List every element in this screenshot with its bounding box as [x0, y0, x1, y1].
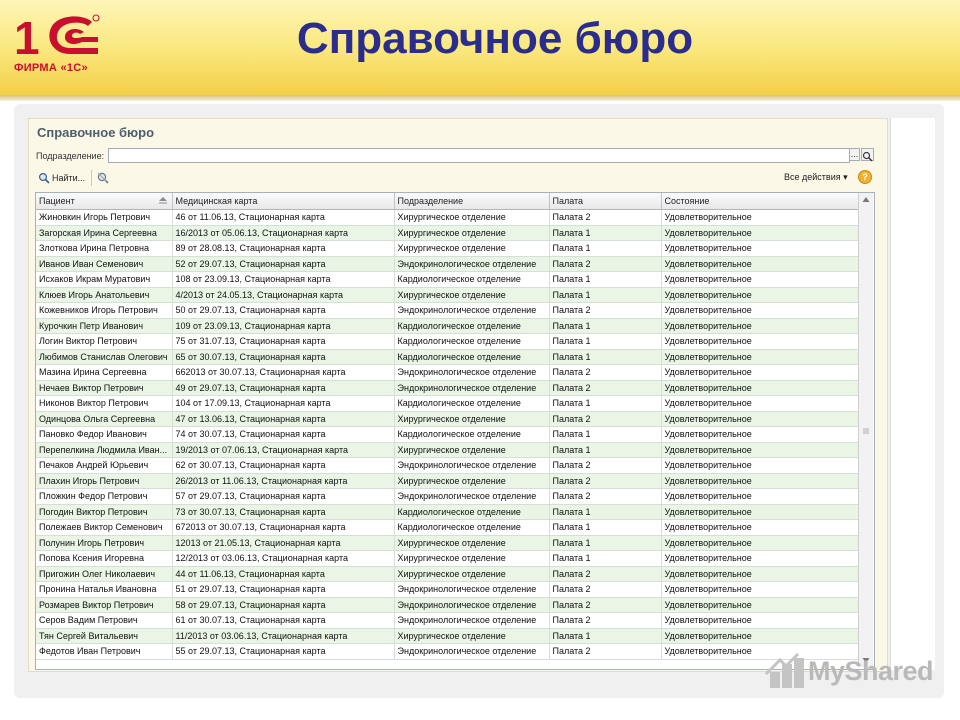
- cell-state: Удовлетворительное: [661, 241, 861, 257]
- cell-department: Хирургическое отделение: [394, 566, 549, 582]
- cell-department: Хирургическое отделение: [394, 411, 549, 427]
- cancel-search-icon: [96, 171, 110, 185]
- cell-state: Удовлетворительное: [661, 380, 861, 396]
- cell-medical-card: 12/2013 от 03.06.13, Стационарная карта: [172, 551, 394, 567]
- cell-department: Хирургическое отделение: [394, 210, 549, 226]
- cell-patient: Кожевников Игорь Петрович: [36, 303, 172, 319]
- cell-state: Удовлетворительное: [661, 427, 861, 443]
- cell-department: Хирургическое отделение: [394, 442, 549, 458]
- cell-ward: Палата 1: [549, 396, 661, 412]
- cell-medical-card: 108 от 23.09.13, Стационарная карта: [172, 272, 394, 288]
- table-row[interactable]: [36, 597, 861, 613]
- cell-medical-card: 58 от 29.07.13, Стационарная карта: [172, 597, 394, 613]
- table-row[interactable]: [36, 349, 861, 365]
- search-icon: [38, 172, 50, 184]
- sort-ascending-icon: [158, 197, 168, 205]
- cell-patient: Иванов Иван Семенович: [36, 256, 172, 272]
- table-row[interactable]: [36, 334, 861, 350]
- cell-state: Удовлетворительное: [661, 551, 861, 567]
- cell-ward: Палата 2: [549, 566, 661, 582]
- cell-patient: Исхаков Икрам Муратович: [36, 272, 172, 288]
- cell-patient: Печаков Андрей Юрьевич: [36, 458, 172, 474]
- cell-patient: Мазина Ирина Сергеевна: [36, 365, 172, 381]
- cell-department: Хирургическое отделение: [394, 628, 549, 644]
- cell-ward: Палата 1: [549, 225, 661, 241]
- cell-patient: Полежаев Виктор Семенович: [36, 520, 172, 536]
- table-row[interactable]: [36, 380, 861, 396]
- cell-medical-card: 662013 от 30.07.13, Стационарная карта: [172, 365, 394, 381]
- cell-ward: Палата 1: [549, 520, 661, 536]
- cell-state: Удовлетворительное: [661, 520, 861, 536]
- cell-state: Удовлетворительное: [661, 272, 861, 288]
- cancel-search-button[interactable]: [96, 171, 110, 185]
- table-row[interactable]: [36, 551, 861, 567]
- table-row[interactable]: [36, 535, 861, 551]
- column-header-medical-card[interactable]: Медицинская карта: [172, 193, 394, 210]
- cell-ward: Палата 1: [549, 504, 661, 520]
- cell-patient: Серов Вадим Петрович: [36, 613, 172, 629]
- cell-ward: Палата 1: [549, 427, 661, 443]
- cell-state: Удовлетворительное: [661, 473, 861, 489]
- cell-medical-card: 51 от 29.07.13, Стационарная карта: [172, 582, 394, 598]
- cell-department: Эндокринологическое отделение: [394, 613, 549, 629]
- toolbar-separator: [91, 170, 92, 186]
- svg-text:1: 1: [14, 12, 40, 60]
- cell-medical-card: 104 от 17.09.13, Стационарная карта: [172, 396, 394, 412]
- cell-ward: Палата 1: [549, 287, 661, 303]
- cell-patient: Пложкин Федор Петрович: [36, 489, 172, 505]
- table-vertical-scrollbar[interactable]: [858, 193, 873, 667]
- cell-medical-card: 49 от 29.07.13, Стационарная карта: [172, 380, 394, 396]
- cell-department: Хирургическое отделение: [394, 551, 549, 567]
- cell-patient: Погодин Виктор Петрович: [36, 504, 172, 520]
- table-row[interactable]: [36, 489, 861, 505]
- cell-medical-card: 50 от 29.07.13, Стационарная карта: [172, 303, 394, 319]
- cell-state: Удовлетворительное: [661, 349, 861, 365]
- cell-state: Удовлетворительное: [661, 396, 861, 412]
- department-input[interactable]: [108, 148, 850, 163]
- cell-medical-card: 19/2013 от 07.06.13, Стационарная карта: [172, 442, 394, 458]
- cell-ward: Палата 1: [549, 272, 661, 288]
- table-row[interactable]: [36, 396, 861, 412]
- cell-department: Кардиологическое отделение: [394, 504, 549, 520]
- cell-ward: Палата 1: [549, 349, 661, 365]
- table-row[interactable]: [36, 303, 861, 319]
- table-row[interactable]: [36, 427, 861, 443]
- table-row[interactable]: [36, 210, 861, 226]
- table-row[interactable]: [36, 566, 861, 582]
- cell-ward: Палата 2: [549, 597, 661, 613]
- cell-state: Удовлетворительное: [661, 256, 861, 272]
- table-row[interactable]: [36, 582, 861, 598]
- cell-department: Эндокринологическое отделение: [394, 256, 549, 272]
- cell-department: Хирургическое отделение: [394, 287, 549, 303]
- cell-state: Удовлетворительное: [661, 287, 861, 303]
- table-row[interactable]: [36, 473, 861, 489]
- column-header-patient[interactable]: Пациент: [36, 193, 172, 210]
- patients-table: [35, 192, 875, 670]
- table-row[interactable]: [36, 628, 861, 644]
- scroll-up-arrow-icon[interactable]: [859, 193, 873, 207]
- cell-state: Удовлетворительное: [661, 318, 861, 334]
- cell-ward: Палата 2: [549, 411, 661, 427]
- table-header-row: [36, 193, 861, 210]
- cell-medical-card: 55 от 29.07.13, Стационарная карта: [172, 644, 394, 660]
- cell-medical-card: 46 от 11.06.13, Стационарная карта: [172, 210, 394, 226]
- cell-patient: Перепелкина Людмила Иван...: [36, 442, 172, 458]
- table-row[interactable]: [36, 442, 861, 458]
- cell-department: Эндокринологическое отделение: [394, 458, 549, 474]
- cell-state: Удовлетворительное: [661, 597, 861, 613]
- logo-text: ФИРМА «1С»: [14, 62, 88, 74]
- cell-ward: Палата 2: [549, 489, 661, 505]
- cell-state: Удовлетворительное: [661, 628, 861, 644]
- cell-patient: Клюев Игорь Анатольевич: [36, 287, 172, 303]
- cell-medical-card: 52 от 29.07.13, Стационарная карта: [172, 256, 394, 272]
- cell-state: Удовлетворительное: [661, 566, 861, 582]
- cell-department: Хирургическое отделение: [394, 535, 549, 551]
- cell-patient: Жиновкин Игорь Петрович: [36, 210, 172, 226]
- cell-medical-card: 16/2013 от 05.06.13, Стационарная карта: [172, 225, 394, 241]
- magnifier-icon: [862, 151, 873, 162]
- cell-department: Кардиологическое отделение: [394, 427, 549, 443]
- cell-medical-card: 75 от 31.07.13, Стационарная карта: [172, 334, 394, 350]
- cell-state: Удовлетворительное: [661, 303, 861, 319]
- cell-state: Удовлетворительное: [661, 613, 861, 629]
- cell-department: Эндокринологическое отделение: [394, 597, 549, 613]
- cell-medical-card: 73 от 30.07.13, Стационарная карта: [172, 504, 394, 520]
- cell-medical-card: 109 от 23.09.13, Стационарная карта: [172, 318, 394, 334]
- table-row[interactable]: [36, 287, 861, 303]
- table-row[interactable]: [36, 458, 861, 474]
- cell-patient: Полунин Игорь Петрович: [36, 535, 172, 551]
- cell-state: Удовлетворительное: [661, 210, 861, 226]
- cell-patient: Плахин Игорь Петрович: [36, 473, 172, 489]
- all-actions-menu[interactable]: Все действия ▾: [784, 172, 848, 182]
- cell-ward: Палата 2: [549, 613, 661, 629]
- cell-patient: Одинцова Ольга Сергеевна: [36, 411, 172, 427]
- cell-patient: Нечаев Виктор Петрович: [36, 380, 172, 396]
- cell-ward: Палата 1: [549, 241, 661, 257]
- cell-department: Эндокринологическое отделение: [394, 380, 549, 396]
- cell-medical-card: 672013 от 30.07.13, Стационарная карта: [172, 520, 394, 536]
- cell-medical-card: 65 от 30.07.13, Стационарная карта: [172, 349, 394, 365]
- cell-state: Удовлетворительное: [661, 458, 861, 474]
- table-row[interactable]: [36, 504, 861, 520]
- table-body: [36, 210, 861, 660]
- table-row[interactable]: [36, 225, 861, 241]
- watermark-text: MyShared: [808, 656, 934, 686]
- cell-department: Эндокринологическое отделение: [394, 365, 549, 381]
- table-row[interactable]: [36, 272, 861, 288]
- department-label: Подразделение:: [36, 151, 105, 161]
- cell-state: Удовлетворительное: [661, 442, 861, 458]
- cell-department: Эндокринологическое отделение: [394, 303, 549, 319]
- table-row[interactable]: [36, 520, 861, 536]
- cell-department: Кардиологическое отделение: [394, 396, 549, 412]
- cell-patient: Тян Сергей Витальевич: [36, 628, 172, 644]
- cell-patient: Любимов Станислав Олегович: [36, 349, 172, 365]
- cell-medical-card: 12013 от 21.05.13, Стационарная карта: [172, 535, 394, 551]
- cell-patient: Федотов Иван Петрович: [36, 644, 172, 660]
- cell-medical-card: 44 от 11.06.13, Стационарная карта: [172, 566, 394, 582]
- cell-ward: Палата 1: [549, 551, 661, 567]
- cell-department: Кардиологическое отделение: [394, 520, 549, 536]
- header-shadow: [0, 95, 960, 101]
- cell-state: Удовлетворительное: [661, 489, 861, 505]
- cell-ward: Палата 2: [549, 210, 661, 226]
- cell-patient: Никонов Виктор Петрович: [36, 396, 172, 412]
- cell-department: Эндокринологическое отделение: [394, 644, 549, 660]
- column-header-ward[interactable]: Палата: [549, 193, 661, 210]
- cell-patient: Попова Ксения Игоревна: [36, 551, 172, 567]
- find-button-label: Найти...: [52, 173, 86, 183]
- cell-state: Удовлетворительное: [661, 411, 861, 427]
- cell-medical-card: 57 от 29.07.13, Стационарная карта: [172, 489, 394, 505]
- cell-medical-card: 26/2013 от 11.06.13, Стационарная карта: [172, 473, 394, 489]
- cell-medical-card: 47 от 13.06.13, Стационарная карта: [172, 411, 394, 427]
- table-row[interactable]: [36, 256, 861, 272]
- cell-medical-card: 74 от 30.07.13, Стационарная карта: [172, 427, 394, 443]
- cell-ward: Палата 1: [549, 628, 661, 644]
- cell-department: Кардиологическое отделение: [394, 272, 549, 288]
- cell-state: Удовлетворительное: [661, 365, 861, 381]
- find-button[interactable]: [38, 171, 85, 185]
- table-row[interactable]: [36, 318, 861, 334]
- cell-department: Кардиологическое отделение: [394, 318, 549, 334]
- table-row[interactable]: [36, 241, 861, 257]
- form-title: Справочное бюро: [37, 125, 155, 140]
- cell-medical-card: 11/2013 от 03.06.13, Стационарная карта: [172, 628, 394, 644]
- cell-ward: Палата 2: [549, 380, 661, 396]
- cell-ward: Палата 1: [549, 535, 661, 551]
- cell-ward: Палата 2: [549, 458, 661, 474]
- cell-patient: Розмарев Виктор Петрович: [36, 597, 172, 613]
- cell-ward: Палата 2: [549, 256, 661, 272]
- cell-department: Эндокринологическое отделение: [394, 489, 549, 505]
- cell-patient: Пронина Наталья Ивановна: [36, 582, 172, 598]
- cell-medical-card: 62 от 30.07.13, Стационарная карта: [172, 458, 394, 474]
- cell-state: Удовлетворительное: [661, 582, 861, 598]
- cell-department: Кардиологическое отделение: [394, 349, 549, 365]
- cell-state: Удовлетворительное: [661, 504, 861, 520]
- cell-patient: Курочкин Петр Иванович: [36, 318, 172, 334]
- cell-ward: Палата 2: [549, 365, 661, 381]
- cell-ward: Палата 1: [549, 334, 661, 350]
- cell-patient: Загорская Ирина Сергеевна: [36, 225, 172, 241]
- table-row[interactable]: [36, 613, 861, 629]
- cell-patient: Пановко Федор Иванович: [36, 427, 172, 443]
- department-select-button[interactable]: ...: [850, 149, 859, 159]
- cell-medical-card: 89 от 28.08.13, Стационарная карта: [172, 241, 394, 257]
- cell-ward: Палата 2: [549, 303, 661, 319]
- cell-ward: Палата 2: [549, 473, 661, 489]
- cell-patient: Пригожин Олег Николаевич: [36, 566, 172, 582]
- cell-department: Кардиологическое отделение: [394, 334, 549, 350]
- table-row[interactable]: [36, 644, 861, 660]
- slide-title: Справочное бюро: [296, 14, 694, 63]
- table-row[interactable]: [36, 365, 861, 381]
- cell-state: Удовлетворительное: [661, 535, 861, 551]
- cell-ward: Палата 2: [549, 582, 661, 598]
- column-header-department[interactable]: Подразделение: [394, 193, 549, 210]
- cell-ward: Палата 2: [549, 644, 661, 660]
- help-button[interactable]: ?: [858, 170, 872, 184]
- cell-state: Удовлетворительное: [661, 334, 861, 350]
- cell-department: Хирургическое отделение: [394, 473, 549, 489]
- cell-department: Хирургическое отделение: [394, 241, 549, 257]
- column-header-state[interactable]: Состояние: [661, 193, 861, 210]
- scroll-grip-icon: [863, 428, 869, 434]
- cell-patient: Злоткова Ирина Петровна: [36, 241, 172, 257]
- cell-medical-card: 4/2013 от 24.05.13, Стационарная карта: [172, 287, 394, 303]
- side-panel: [890, 118, 935, 670]
- cell-state: Удовлетворительное: [661, 225, 861, 241]
- cell-patient: Логин Виктор Петрович: [36, 334, 172, 350]
- cell-ward: Палата 1: [549, 442, 661, 458]
- cell-state: Удовлетворительное: [661, 644, 861, 660]
- department-open-button[interactable]: [861, 148, 874, 161]
- cell-medical-card: 61 от 30.07.13, Стационарная карта: [172, 613, 394, 629]
- cell-department: Хирургическое отделение: [394, 225, 549, 241]
- cell-ward: Палата 1: [549, 318, 661, 334]
- cell-department: Эндокринологическое отделение: [394, 582, 549, 598]
- table-row[interactable]: [36, 411, 861, 427]
